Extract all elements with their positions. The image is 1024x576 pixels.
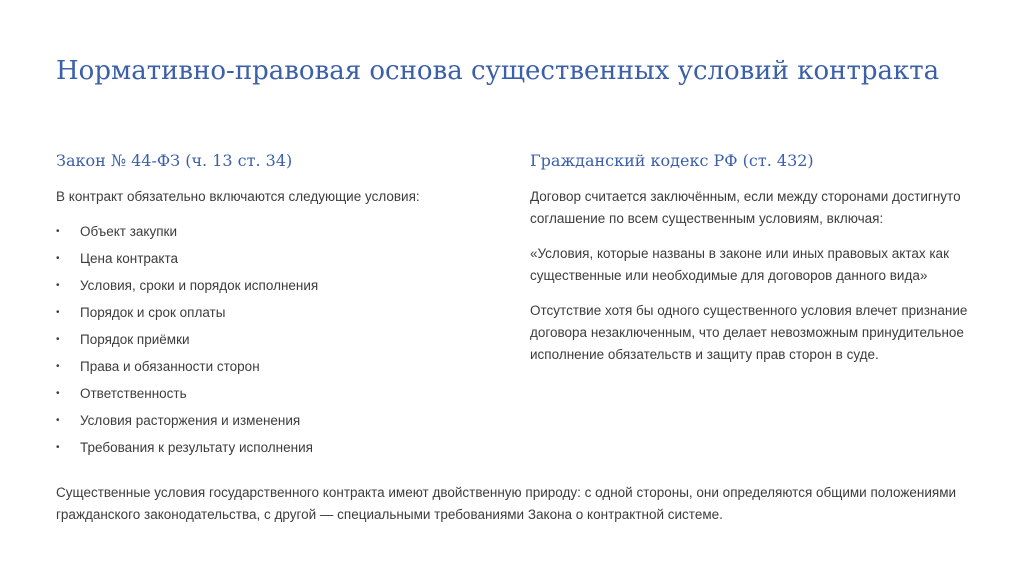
list-item-label: Объект закупки	[80, 224, 177, 239]
bullet-icon: •	[56, 280, 60, 291]
list-item-label: Условия, сроки и порядок исполнения	[80, 278, 319, 293]
civil-code-heading: Гражданский кодекс РФ (ст. 432)	[530, 151, 814, 170]
law-44fz-heading: Закон № 44-ФЗ (ч. 13 ст. 34)	[56, 151, 293, 170]
list-item	[56, 299, 496, 326]
civil-code-section	[530, 150, 980, 379]
civil-code-quote: «Условия, которые названы в законе или иных правовых актах как существенные или необходимые для договоров данного вида»	[530, 246, 949, 283]
list-item-label: Ответственность	[80, 386, 187, 401]
list-item	[56, 272, 496, 299]
list-item-label: Требования к результату исполнения	[80, 440, 313, 455]
list-item	[56, 380, 496, 407]
law-44fz-section	[56, 150, 496, 461]
list-item	[56, 326, 496, 353]
bullet-icon: •	[56, 334, 60, 345]
civil-code-paragraph-3: Отсутствие хотя бы одного существенного условия влечет признание договора незаключенным, что делает невозможным принудительное исполнение обязательств и защиту прав сторон в суде.	[530, 303, 968, 362]
conditions-list	[56, 218, 496, 461]
law-44fz-intro: В контракт обязательно включаются следующие условия:	[56, 189, 420, 204]
list-item	[56, 245, 496, 272]
list-item-label: Права и обязанности сторон	[80, 359, 260, 374]
list-item-label: Цена контракта	[80, 251, 179, 266]
civil-code-paragraph-1: Договор считается заключённым, если между сторонами достигнуто соглашение по всем существенным условиям, включая:	[530, 189, 961, 226]
list-item	[56, 218, 496, 245]
bullet-icon: •	[56, 226, 60, 237]
bullet-icon: •	[56, 361, 60, 372]
bullet-icon: •	[56, 415, 60, 426]
bullet-icon: •	[56, 307, 60, 318]
list-item	[56, 434, 496, 461]
list-item	[56, 407, 496, 434]
list-item-label: Порядок и срок оплаты	[80, 305, 226, 320]
bullet-icon: •	[56, 442, 60, 453]
list-item	[56, 353, 496, 380]
bullet-icon: •	[56, 253, 60, 264]
list-item-label: Порядок приёмки	[80, 332, 190, 347]
bullet-icon: •	[56, 388, 60, 399]
page-title: Нормативно-правовая основа существенных условий контракта	[56, 56, 940, 86]
summary-paragraph: Существенные условия государственного контракта имеют двойственную природу: с одной стороны, они определяются общими положениями гражданского законодательства, с другой — специальными требованиями Закона о контрактной системе.	[56, 485, 957, 522]
list-item-label: Условия расторжения и изменения	[80, 413, 301, 428]
